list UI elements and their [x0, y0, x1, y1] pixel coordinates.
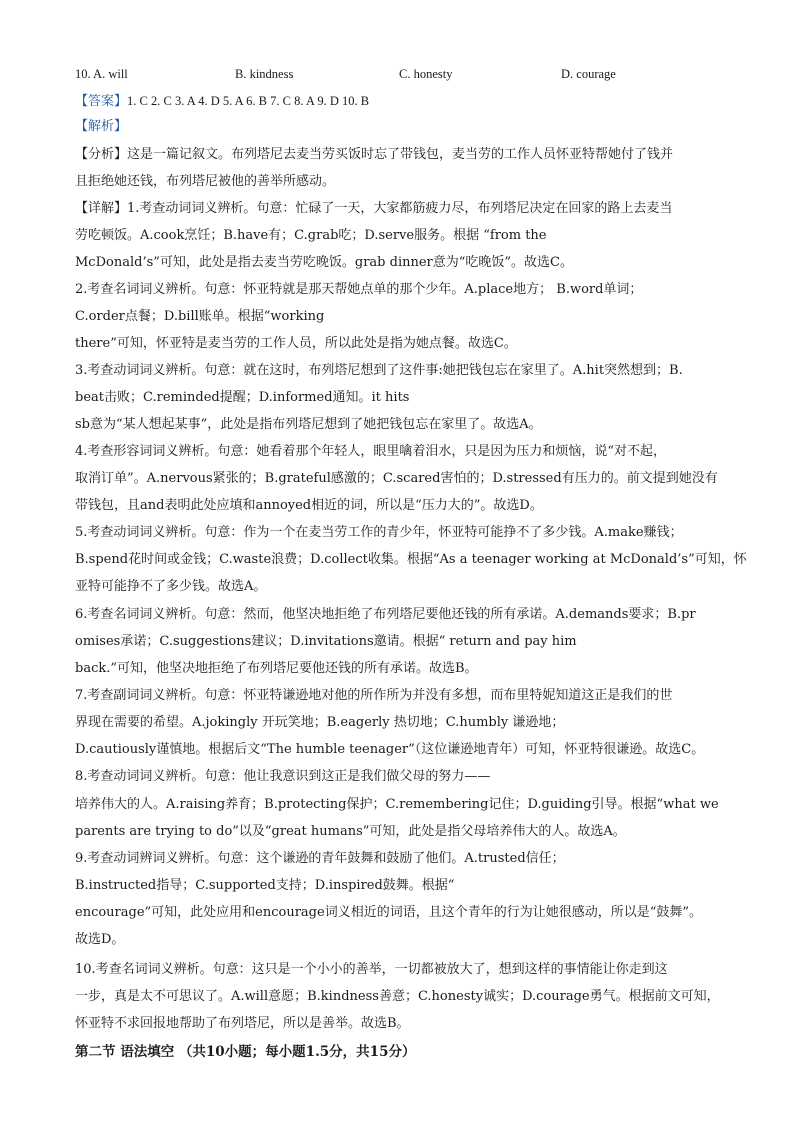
text-line: 故选D。: [75, 932, 125, 947]
text-line: 6.考查名词词义辨析。句意：然而，他坚决地拒绝了布列塔尼要他还钱的所有承诺。A.demands要求；B.pr: [75, 607, 696, 622]
text-line: B.spend花时间或金钱；C.waste浪费；D.collect收集。根据“As a teenager working at McDonald’s”可知，怀: [75, 552, 747, 567]
text-line: 10.考查名词词义辨析。句意：这只是一个小小的善举，一切都被放大了，想到这样的事情能让你走到这: [75, 962, 668, 977]
answer-label: 【答案】: [75, 94, 128, 109]
text-line: encourage”可知，此处应用和encourage词义相近的词语，且这个青年的行为让她很感动，所以是“鼓舞”。: [75, 905, 702, 920]
text-line: back.”可知，他坚决地拒绝了布列塔尼要他还钱的所有承诺。故选B。: [75, 661, 478, 676]
answer-key: 1. C 2. C 3. A 4. D 5. A 6. B 7. C 8. A 9. D 10. B: [127, 94, 370, 108]
text-line: 取消订单”。A.nervous紧张的；B.grateful感激的；C.scared害怕的；D.stressed有压力的。前文提到她没有: [75, 471, 718, 486]
option-d: D. courage: [561, 67, 616, 81]
answer-line: [75, 93, 369, 110]
text-line: 亚特可能挣不了多少钱。故选A。: [75, 579, 267, 594]
text-line: beat击败；C.reminded提醒；D.informed通知。it hits: [75, 390, 410, 405]
text-line: 【详解】1.考查动词词义辨析。句意：忙碌了一天，大家都筋疲力尽，布列塔尼决定在回家的路上去麦当: [75, 201, 673, 216]
text-line: 8.考查动词词义辨析。句意：他让我意识到这正是我们做父母的努力——: [75, 769, 491, 784]
text-line: 劳吃顿饭。A.cook烹饪；B.have有；C.grab吃；D.serve服务。根据 “from the: [75, 228, 547, 243]
section-heading: 第二节 语法填空 （共10小题；每小题1.5分，共15分）: [75, 1044, 416, 1060]
text-line: 4.考查形容词词义辨析。句意：她看着那个年轻人，眼里噙着泪水，只是因为压力和烦恼，说“对不起，: [75, 444, 667, 459]
text-line: omises承诺；C.suggestions建议；D.invitations邀请。根据“ return and pay him: [75, 634, 577, 649]
text-line: 7.考查副词词义辨析。句意：怀亚特谦逊地对他的所作所为并没有多想，而布里特妮知道这正是我们的世: [75, 688, 673, 703]
text-line: 培养伟大的人。A.raising养育；B.protecting保护；C.remembering记住；D.guiding引导。根据“what we: [75, 797, 719, 812]
option-b: B. kindness: [235, 67, 294, 81]
text-line: 3.考查动词词义辨析。句意：就在这时，布列塔尼想到了这件事:她把钱包忘在家里了。A.hit突然想到；B.: [75, 363, 683, 378]
text-line: McDonald’s”可知，此处是指去麦当劳吃晚饭。grab dinner意为“吃晚饭”。故选C。: [75, 255, 574, 270]
option-c: C. honesty: [399, 67, 453, 81]
text-line: 5.考查动词词义辨析。句意：作为一个在麦当劳工作的青少年，怀亚特可能挣不了多少钱。A.make赚钱；: [75, 525, 683, 540]
text-line: 怀亚特不求回报地帮助了布列塔尼，所以是善举。故选B。: [75, 1016, 410, 1031]
text-line: D.cautiously谨慎地。根据后文“The humble teenager”（这位谦逊地青年）可知，怀亚特很谦逊。故选C。: [75, 742, 705, 757]
text-line: 一步，真是太不可思议了。A.will意愿；B.kindness善意；C.honesty诚实；D.courage勇气。根据前文可知，: [75, 989, 720, 1004]
text-line: 界现在需要的希望。A.jokingly 开玩笑地；B.eagerly 热切地；C.humbly 谦逊地；: [75, 715, 565, 730]
analysis-label: 【解析】: [75, 119, 128, 134]
text-line: there”可知，怀亚特是麦当劳的工作人员，所以此处是指为她点餐。故选C。: [75, 336, 517, 351]
text-line: B.instructed指导；C.supported支持；D.inspired鼓舞。根据“: [75, 878, 455, 893]
text-line: C.order点餐；D.bill账单。根据“working: [75, 309, 325, 324]
option-a: 10. A. will: [75, 67, 128, 81]
text-line: 且拒绝她还钱，布列塔尼被他的善举所感动。: [75, 174, 336, 189]
text-line: 9.考查动词辨词义辨析。句意：这个谦逊的青年鼓舞和鼓励了他们。A.trusted信任；: [75, 851, 565, 866]
text-line: sb意为“某人想起某事”，此处是指布列塔尼想到了她把钱包忘在家里了。故选A。: [75, 417, 542, 432]
text-line: 带钱包，且and表明此处应填和annoyed相近的词，所以是“压力大的”。故选D。: [75, 498, 543, 513]
text-line: 【分析】这是一篇记叙文。布列塔尼去麦当劳买饭时忘了带钱包，麦当劳的工作人员怀亚特帮她付了钱并: [75, 147, 674, 162]
text-line: parents are trying to do”以及“great humans”可知，此处是指父母培养伟大的人。故选A。: [75, 824, 626, 839]
text-line: 2.考查名词词义辨析。句意：怀亚特就是那天帮她点单的那个少年。A.place地方； B.word单词；: [75, 282, 643, 297]
